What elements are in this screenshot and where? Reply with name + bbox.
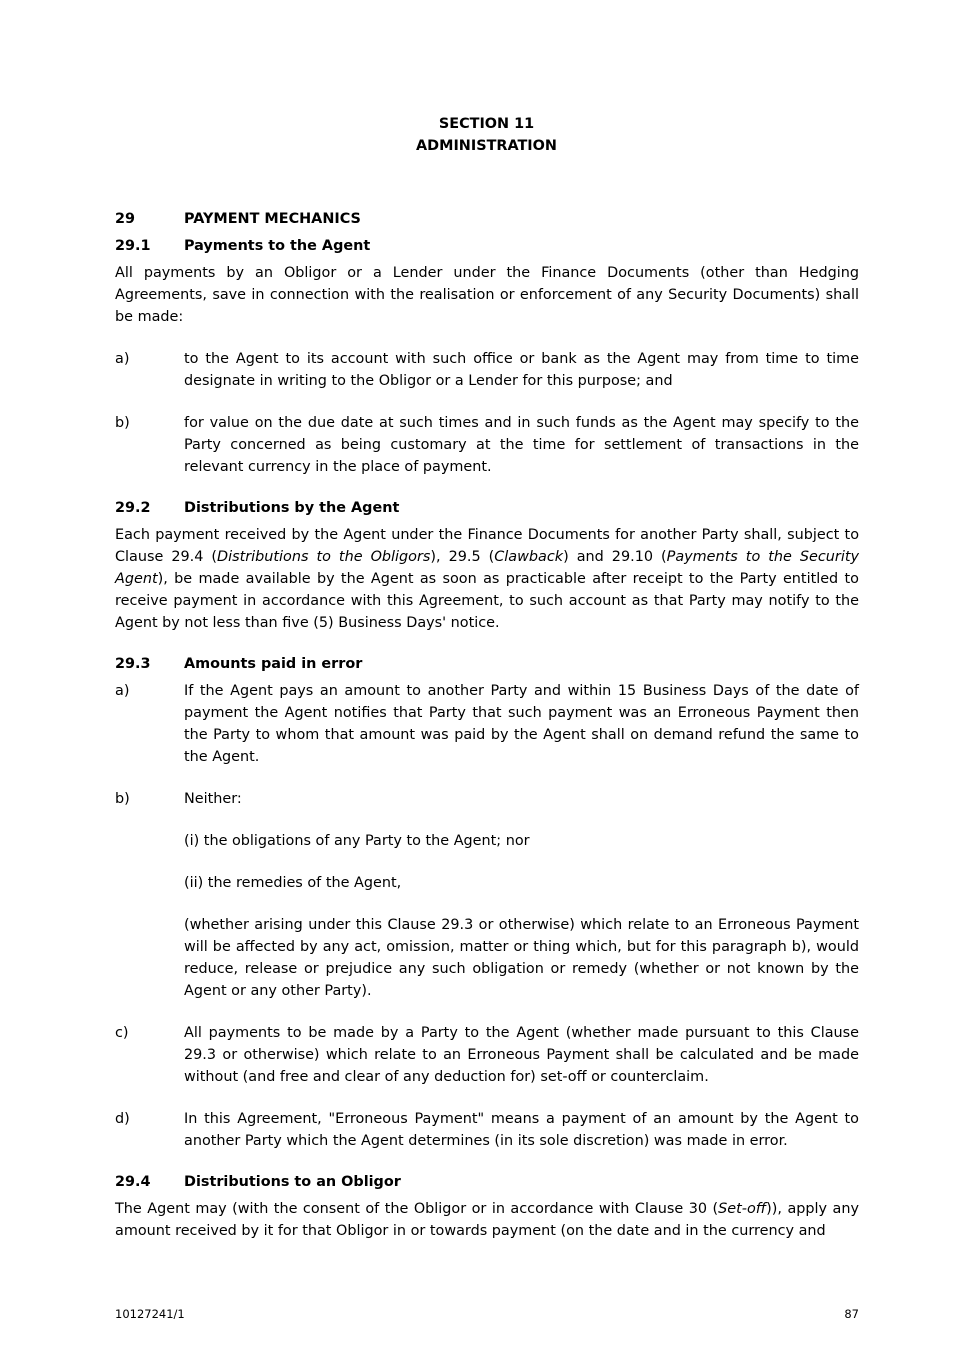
clause-29-3-heading bbox=[115, 653, 859, 675]
clause-number: 29.1 bbox=[115, 238, 151, 254]
text-run: ) and 29.10 ( bbox=[563, 549, 667, 565]
clause-number: 29 bbox=[115, 211, 136, 227]
clause-29-4-heading bbox=[115, 1171, 859, 1193]
clause-29-4-text bbox=[115, 1198, 859, 1242]
clause-number: 29.4 bbox=[115, 1174, 151, 1190]
text-run: Each payment received by the Agent under the Finance Documents for another Party shall, subject to Clause 29.4 ( bbox=[115, 527, 859, 565]
item-label: a) bbox=[115, 351, 130, 367]
clause-29-heading bbox=[115, 208, 859, 230]
clause-title: Amounts paid in error bbox=[184, 656, 363, 672]
clause-29-1-heading bbox=[115, 235, 859, 257]
item-text: If the Agent pays an amount to another Party and within 15 Business Days of the date of payment the Agent notifies that Party that such payment was an Erroneous Payment then the Party to whom that amount was paid by the Agent shall on demand refund the same to the Agent. bbox=[184, 683, 859, 765]
italic-ref: Distributions to the Obligors bbox=[217, 549, 431, 565]
clause-29-3-a bbox=[115, 680, 859, 768]
section-title: ADMINISTRATION bbox=[416, 138, 557, 154]
footer-doc-ref: 10127241/1 bbox=[115, 1307, 185, 1321]
clause-29-2-heading bbox=[115, 497, 859, 519]
clause-29-1-a bbox=[115, 348, 859, 392]
clause-title: Payments to the Agent bbox=[184, 238, 371, 254]
text-run: ), be made available by the Agent as soon as practicable after receipt to the Party entitled to receive payment in accordance with this Agreement, to such account as that Party may notify to the Agent by not less than five (5) Business Days' notice. bbox=[115, 571, 859, 631]
item-label: b) bbox=[115, 415, 130, 431]
section-header bbox=[0, 113, 965, 157]
item-label: c) bbox=[115, 1025, 129, 1041]
item-text: to the Agent to its account with such office or bank as the Agent may from time to time designate in writing to the Obligor or a Lender for this purpose; and bbox=[184, 351, 859, 389]
clause-29-1-intro: All payments by an Obligor or a Lender under the Finance Documents (other than Hedging Agreements, save in connection with the realisation or enforcement of any Security Documents) shall be made: bbox=[115, 265, 859, 325]
clause-title: PAYMENT MECHANICS bbox=[184, 211, 361, 227]
footer-page-number: 87 bbox=[844, 1307, 859, 1321]
item-text: for value on the due date at such times and in such funds as the Agent may specify to the Party concerned as being customary at the time for settlement of transactions in the relevant currency in the place of payment. bbox=[184, 415, 859, 475]
clause-29-3-b bbox=[115, 788, 859, 810]
document-body bbox=[115, 208, 859, 1242]
item-text: In this Agreement, "Erroneous Payment" means a payment of an amount by the Agent to another Party which the Agent determines (in its sole discretion) was made in error. bbox=[184, 1111, 859, 1149]
text-run: )), apply any amount received by it for that Obligor in or towards payment (on the date and in the currency and bbox=[115, 1201, 859, 1239]
clause-29-3-b-i: (i) the obligations of any Party to the Agent; nor bbox=[184, 833, 530, 849]
clause-29-3-b-tail: (whether arising under this Clause 29.3 or otherwise) which relate to an Erroneous Payment will be affected by any act, omission, matter or thing which, but for this paragraph b), would reduce, release or prejudice any such obligation or remedy (whether or not known by the Agent or any other Party). bbox=[184, 917, 859, 999]
italic-ref: Clawback bbox=[494, 549, 564, 565]
item-label: a) bbox=[115, 683, 130, 699]
italic-ref: Set-off bbox=[718, 1201, 767, 1217]
item-label: b) bbox=[115, 791, 130, 807]
clause-29-2-text bbox=[115, 524, 859, 634]
text-run: The Agent may (with the consent of the Obligor or in accordance with Clause 30 ( bbox=[115, 1201, 719, 1217]
section-number: SECTION 11 bbox=[438, 116, 535, 132]
item-text: Neither: bbox=[184, 791, 242, 807]
clause-title: Distributions by the Agent bbox=[184, 500, 400, 516]
item-label: d) bbox=[115, 1111, 130, 1127]
clause-29-3-d bbox=[115, 1108, 859, 1152]
text-run: ), 29.5 ( bbox=[430, 549, 495, 565]
clause-title: Distributions to an Obligor bbox=[184, 1174, 401, 1190]
clause-29-3-b-ii: (ii) the remedies of the Agent, bbox=[184, 875, 402, 891]
item-text: All payments to be made by a Party to the Agent (whether made pursuant to this Clause 29.3 or otherwise) which relate to an Erroneous Payment shall be calculated and be made without (and free and clear of any deduction for) set-off or counterclaim. bbox=[184, 1025, 859, 1085]
clause-29-3-c bbox=[115, 1022, 859, 1088]
italic-ref: Payments to the Security Agent bbox=[115, 549, 859, 587]
clause-number: 29.3 bbox=[115, 656, 151, 672]
clause-29-1-b bbox=[115, 412, 859, 478]
clause-number: 29.2 bbox=[115, 500, 151, 516]
